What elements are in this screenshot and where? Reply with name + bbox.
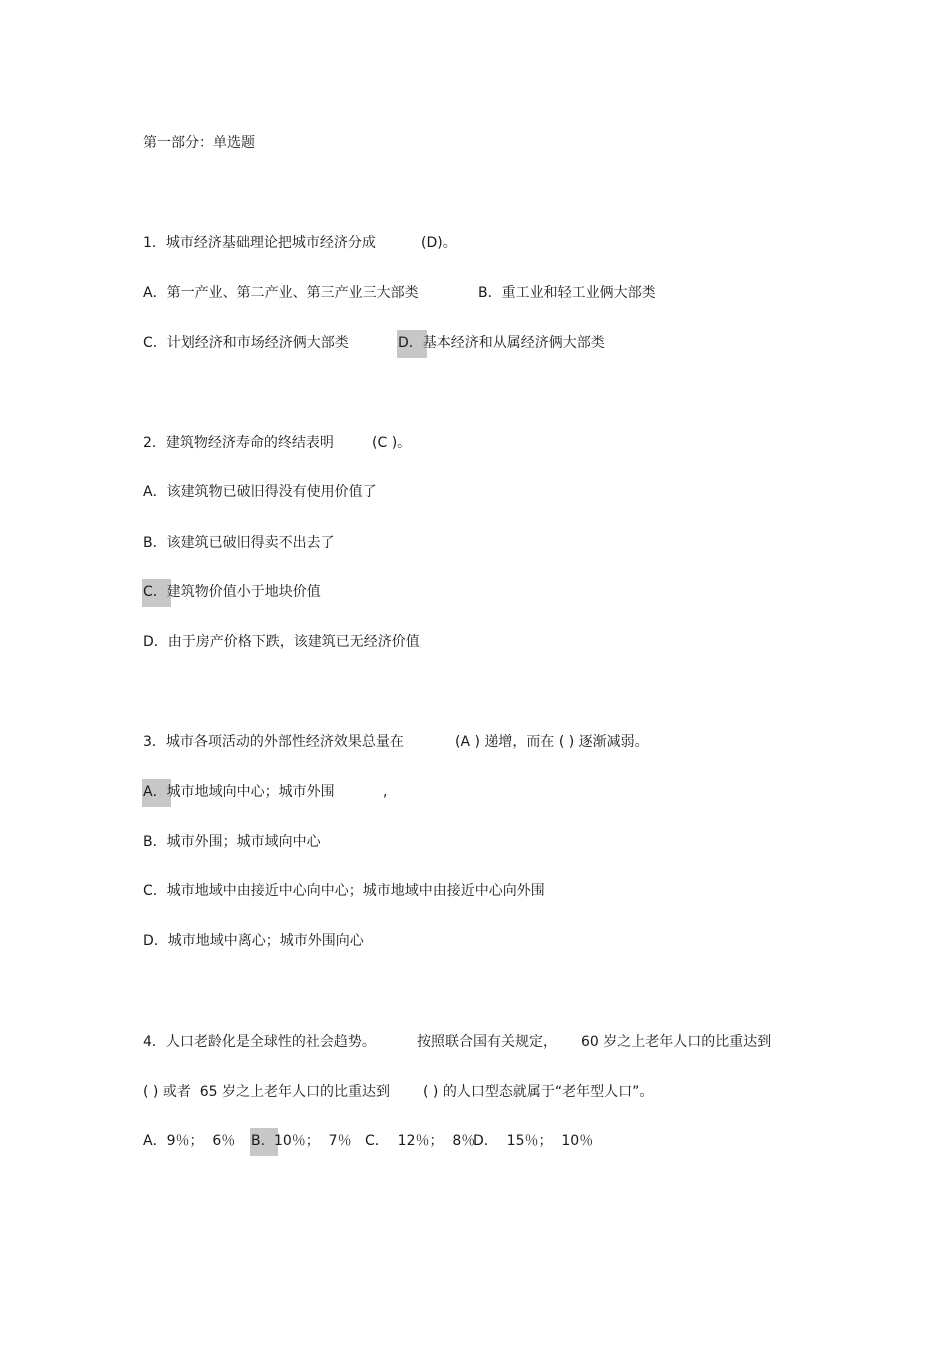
- question-1: [143, 233, 843, 253]
- option-d: D．城市地域中离心；城市外围向心: [143, 933, 364, 949]
- option-c: C．建筑物价值小于地块价值: [143, 584, 321, 600]
- option-d: D．基本经济和从属经济俩大部类: [398, 335, 605, 351]
- option-c: C．城市地域中由接近中心向中心；城市地域中由接近中心向外围: [143, 883, 545, 899]
- question-1-options-cd: [143, 333, 843, 353]
- question-stem: 4．人口老龄化是全球性的社会趋势。: [143, 1034, 376, 1050]
- option-b: B．该建筑已破旧得卖不出去了: [143, 535, 335, 551]
- option-a: A．第一产业、第二产业、第三产业三大部类: [143, 285, 419, 301]
- option-a: A．9％； 6％: [143, 1133, 236, 1149]
- question-stem-cont: 60 岁之上老年人口的比重达到: [581, 1034, 772, 1050]
- option-c: C．计划经济和市场经济俩大部类: [143, 335, 349, 351]
- question-stem-cont: 按照联合国有关规定，: [417, 1034, 557, 1050]
- question-stem: 3．城市各项活动的外部性经济效果总量在: [143, 734, 404, 750]
- question-2-option-c: [143, 582, 543, 602]
- option-b: B．重工业和轻工业俩大部类: [478, 285, 656, 301]
- question-answer: (C )。: [372, 435, 412, 451]
- option-c: C． 12％； 8％: [365, 1133, 476, 1149]
- question-3-option-a: [143, 782, 543, 802]
- question-stem-cont: ( ) 或者 65 岁之上老年人口的比重达到: [143, 1084, 390, 1100]
- question-answer: (A ) 递增，而在 ( ) 逐渐减弱。: [455, 734, 649, 750]
- option-a: A．城市地域向中心；城市外围: [143, 784, 335, 800]
- question-4-line-2: [143, 1082, 843, 1102]
- option-a: A．该建筑物已破旧得没有使用价值了: [143, 484, 377, 500]
- question-4-options: [143, 1131, 843, 1151]
- question-1-options-ab: [143, 283, 843, 303]
- question-2: [143, 433, 843, 453]
- question-answer: (D)。: [421, 235, 457, 251]
- question-4: [143, 1032, 843, 1052]
- option-d: D．由于房产价格下跌，该建筑已无经济价值: [143, 634, 420, 650]
- option-d: D． 15％； 10％: [473, 1133, 594, 1149]
- question-3: [143, 732, 843, 752]
- section-title: 第一部分：单选题: [143, 135, 255, 151]
- question-stem: 1．城市经济基础理论把城市经济分成: [143, 235, 376, 251]
- option-b: B. 10％； 7％: [251, 1133, 352, 1149]
- option-a-tail: ,: [383, 784, 388, 800]
- option-b: B．城市外围；城市域向中心: [143, 834, 321, 850]
- question-stem-cont: ( ) 的人口型态就属于“老年型人口”。: [423, 1084, 654, 1100]
- question-stem: 2．建筑物经济寿命的终结表明: [143, 435, 334, 451]
